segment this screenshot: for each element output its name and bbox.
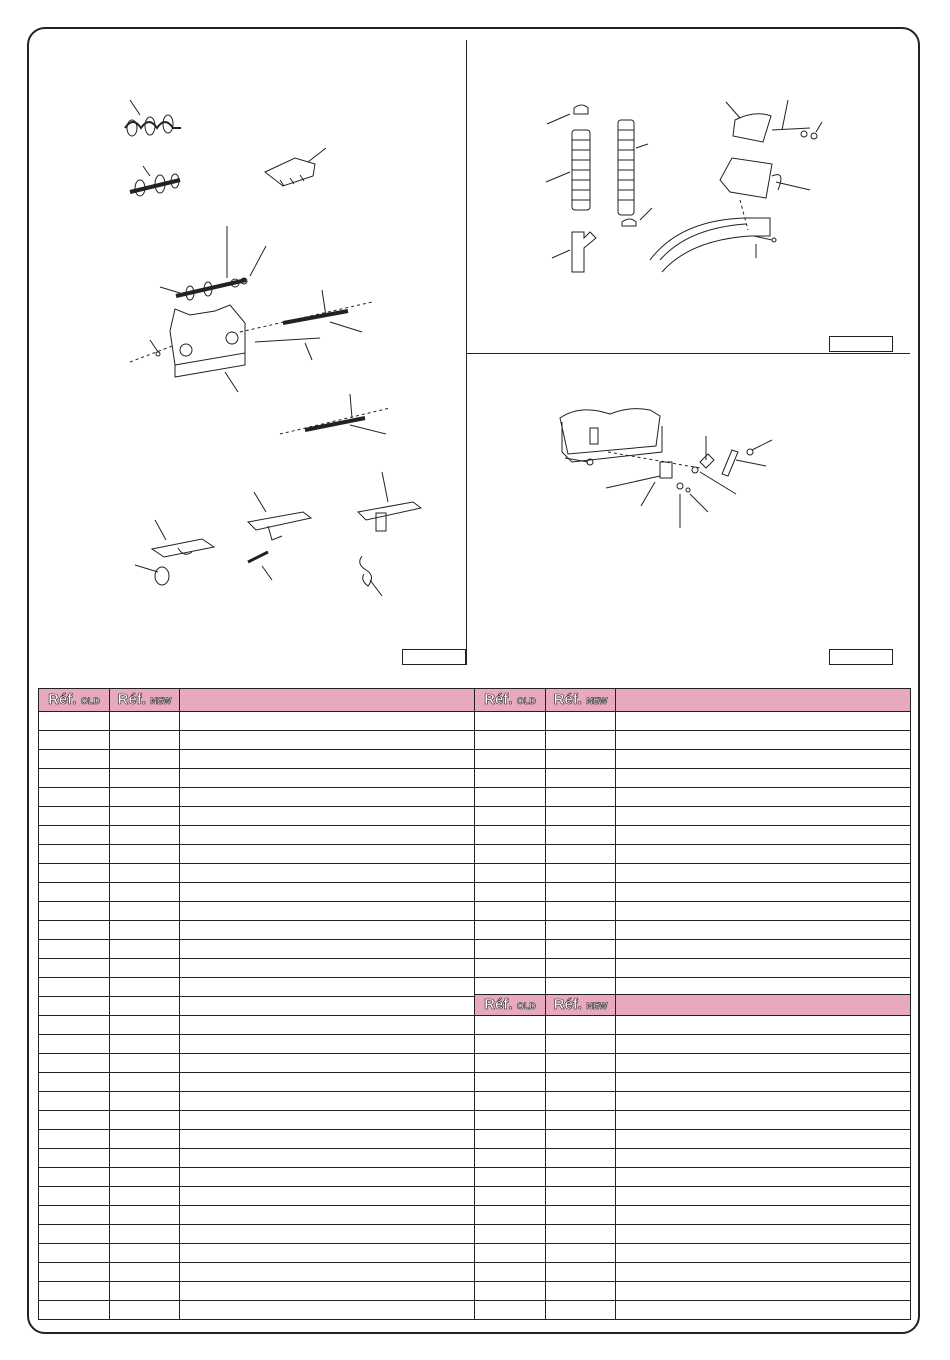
cell-description [180, 1130, 475, 1149]
cell-ref-old [475, 940, 546, 959]
cell-description [180, 1282, 475, 1301]
cell-ref-old [475, 1016, 546, 1035]
cell-ref-old [475, 1149, 546, 1168]
cell-description [180, 864, 475, 883]
cell-ref-old [39, 959, 110, 978]
table-row [39, 1168, 475, 1187]
cell-ref-old [475, 769, 546, 788]
table-row [39, 921, 475, 940]
cell-ref-new [110, 826, 180, 845]
cell-ref-new [110, 750, 180, 769]
cell-description [616, 1035, 911, 1054]
cell-ref-new [546, 902, 616, 921]
cell-ref-old [39, 1301, 110, 1320]
cell-ref-old [39, 845, 110, 864]
cell-description [180, 940, 475, 959]
cell-ref-new [110, 902, 180, 921]
header-ref-old: Réf. OLD [475, 995, 546, 1016]
chute-assembly [720, 100, 822, 230]
lever-mechanism [565, 436, 772, 528]
cell-description [180, 769, 475, 788]
table-row [475, 864, 911, 883]
table-row [475, 1187, 911, 1206]
cell-ref-new [110, 1282, 180, 1301]
shaft-assembly [160, 226, 266, 300]
table-row [475, 1054, 911, 1073]
cell-ref-new [110, 1187, 180, 1206]
cell-description [616, 1092, 911, 1111]
cell-description [180, 788, 475, 807]
cell-description [180, 1168, 475, 1187]
cell-ref-new [110, 1111, 180, 1130]
cell-ref-old [475, 731, 546, 750]
cell-description [616, 902, 911, 921]
cell-description [180, 712, 475, 731]
cell-ref-old [475, 959, 546, 978]
cell-description [180, 921, 475, 940]
table-row [39, 1187, 475, 1206]
cell-ref-old [475, 1111, 546, 1130]
cover-plate-part [265, 148, 326, 186]
table-row [39, 1149, 475, 1168]
cell-ref-new [110, 978, 180, 997]
parts-table-right-top [474, 688, 911, 997]
cell-ref-old [39, 750, 110, 769]
table-row [475, 1206, 911, 1225]
header-ref-old: Réf. OLD [39, 689, 110, 712]
cell-ref-new [546, 1130, 616, 1149]
cell-ref-new [110, 1263, 180, 1282]
y-connector [552, 232, 596, 272]
cell-description [180, 902, 475, 921]
header-ref-new: Réf. NEW [110, 689, 180, 712]
cell-ref-old [475, 1206, 546, 1225]
table-row [475, 1244, 911, 1263]
cell-description [180, 1301, 475, 1320]
cell-description [616, 750, 911, 769]
table-row [39, 997, 475, 1016]
cell-description [616, 883, 911, 902]
cell-description [180, 1092, 475, 1111]
cell-description [180, 1187, 475, 1206]
cell-ref-new [110, 712, 180, 731]
cell-ref-old [39, 1168, 110, 1187]
cell-description [616, 921, 911, 940]
header-ref-new: Réf. NEW [546, 689, 616, 712]
cell-ref-new [546, 1168, 616, 1187]
cell-description [180, 807, 475, 826]
cell-ref-old [39, 1263, 110, 1282]
cell-description [616, 1073, 911, 1092]
cell-ref-new [546, 788, 616, 807]
cell-description [180, 1149, 475, 1168]
table-row [39, 1282, 475, 1301]
cell-ref-old [475, 1282, 546, 1301]
cell-ref-new [546, 1092, 616, 1111]
cell-ref-new [110, 883, 180, 902]
cell-description [180, 845, 475, 864]
cell-description [616, 940, 911, 959]
cell-ref-old [39, 1073, 110, 1092]
cell-description [180, 959, 475, 978]
cell-ref-new [546, 750, 616, 769]
table-row [39, 940, 475, 959]
cell-ref-old [39, 788, 110, 807]
cell-ref-old [39, 902, 110, 921]
cell-ref-new [546, 1016, 616, 1035]
cell-ref-new [546, 1225, 616, 1244]
cell-ref-old [39, 921, 110, 940]
cell-ref-new [110, 1149, 180, 1168]
cell-ref-new [546, 1035, 616, 1054]
hose-part-left [546, 105, 590, 210]
table-row [39, 883, 475, 902]
cell-description [616, 712, 911, 731]
table-row [39, 788, 475, 807]
cell-ref-new [110, 1206, 180, 1225]
cell-ref-old [39, 769, 110, 788]
cell-ref-new [546, 769, 616, 788]
table-row [475, 750, 911, 769]
cell-ref-new [546, 1054, 616, 1073]
cell-description [616, 807, 911, 826]
header-ref-old: Réf. OLD [475, 689, 546, 712]
cell-description [180, 1035, 475, 1054]
table-row [475, 902, 911, 921]
table-row [475, 1016, 911, 1035]
cell-ref-new [110, 921, 180, 940]
table-row [39, 731, 475, 750]
table-row [475, 807, 911, 826]
hose-part-right [618, 120, 652, 226]
header-description [616, 995, 911, 1016]
table-row [39, 1225, 475, 1244]
table-row [475, 1073, 911, 1092]
table-row [475, 1111, 911, 1130]
cell-ref-old [475, 807, 546, 826]
cell-ref-new [546, 1244, 616, 1263]
cell-description [616, 826, 911, 845]
cell-ref-old [475, 1187, 546, 1206]
cell-ref-new [546, 1111, 616, 1130]
cell-description [616, 1263, 911, 1282]
cell-description [180, 731, 475, 750]
cell-description [180, 1073, 475, 1092]
cell-ref-old [39, 1206, 110, 1225]
table-row [39, 1073, 475, 1092]
cell-ref-old [39, 1016, 110, 1035]
table-row [39, 1244, 475, 1263]
cell-ref-old [39, 864, 110, 883]
table-row [39, 712, 475, 731]
cell-ref-new [110, 769, 180, 788]
cell-description [616, 845, 911, 864]
cell-ref-new [546, 1301, 616, 1320]
cell-ref-old [39, 940, 110, 959]
cell-ref-old [39, 1225, 110, 1244]
cell-description [180, 826, 475, 845]
table-row [475, 788, 911, 807]
cell-ref-new [110, 997, 180, 1016]
table-row [39, 1111, 475, 1130]
table-row [475, 1035, 911, 1054]
cell-description [180, 1206, 475, 1225]
cell-ref-new [546, 826, 616, 845]
cell-ref-new [110, 1035, 180, 1054]
cell-description [180, 978, 475, 997]
table-row [475, 769, 911, 788]
cell-ref-new [546, 921, 616, 940]
table-row [39, 1301, 475, 1320]
cell-description [616, 1282, 911, 1301]
table-row [39, 769, 475, 788]
cell-description [616, 1130, 911, 1149]
cell-ref-old [39, 1282, 110, 1301]
cell-ref-old [39, 1111, 110, 1130]
cell-description [616, 731, 911, 750]
table-row [39, 959, 475, 978]
cell-description [180, 750, 475, 769]
cell-description [616, 769, 911, 788]
cell-ref-new [110, 1016, 180, 1035]
auger-part-2 [130, 166, 180, 196]
table-row [475, 1130, 911, 1149]
table-row [39, 750, 475, 769]
cell-ref-new [110, 940, 180, 959]
cell-ref-new [110, 1092, 180, 1111]
cell-description [180, 1111, 475, 1130]
cell-ref-old [475, 788, 546, 807]
cell-ref-old [39, 731, 110, 750]
table-row [475, 921, 911, 940]
cell-ref-old [475, 864, 546, 883]
cell-description [180, 883, 475, 902]
cell-ref-old [39, 1035, 110, 1054]
cell-description [180, 1054, 475, 1073]
cell-ref-old [39, 1244, 110, 1263]
parts-table-right-bottom [474, 994, 911, 1320]
cell-ref-new [546, 1282, 616, 1301]
cell-description [616, 1149, 911, 1168]
cell-ref-old [39, 1149, 110, 1168]
cell-ref-new [110, 1054, 180, 1073]
table-row [475, 1168, 911, 1187]
table-row [475, 1282, 911, 1301]
cell-ref-old [475, 1073, 546, 1092]
drive-shaft-upper [240, 290, 372, 360]
cell-description [616, 1225, 911, 1244]
cell-ref-new [546, 1206, 616, 1225]
header-ref-new: Réf. NEW [546, 995, 616, 1016]
cell-ref-new [546, 864, 616, 883]
cell-ref-old [475, 883, 546, 902]
table-row [475, 731, 911, 750]
cell-description [616, 1016, 911, 1035]
table-row [475, 1301, 911, 1320]
cell-ref-old [39, 997, 110, 1016]
cell-description [616, 1187, 911, 1206]
cell-ref-old [475, 1130, 546, 1149]
cell-ref-new [110, 788, 180, 807]
cell-ref-new [546, 845, 616, 864]
table-row [39, 1130, 475, 1149]
cell-ref-new [546, 712, 616, 731]
cell-ref-old [475, 1168, 546, 1187]
table-row [39, 807, 475, 826]
cell-ref-new [546, 731, 616, 750]
table-row [475, 1263, 911, 1282]
cell-ref-new [546, 1149, 616, 1168]
cell-ref-new [110, 1168, 180, 1187]
cell-ref-new [546, 1187, 616, 1206]
cell-ref-old [39, 807, 110, 826]
cell-ref-old [475, 1301, 546, 1320]
table-row [475, 940, 911, 959]
table-row [39, 902, 475, 921]
cell-ref-old [39, 978, 110, 997]
cell-ref-new [110, 1073, 180, 1092]
track-arc [650, 218, 776, 272]
header-description [180, 689, 475, 712]
cell-description [616, 959, 911, 978]
cell-ref-old [475, 712, 546, 731]
cell-ref-new [546, 959, 616, 978]
table-row [475, 845, 911, 864]
cell-description [616, 1301, 911, 1320]
table-row [39, 1206, 475, 1225]
cell-ref-new [110, 731, 180, 750]
cell-description [616, 1111, 911, 1130]
cell-description [616, 864, 911, 883]
cell-ref-old [39, 826, 110, 845]
cell-ref-new [110, 1130, 180, 1149]
cell-ref-new [110, 1301, 180, 1320]
cell-ref-new [110, 1244, 180, 1263]
cell-ref-old [39, 1130, 110, 1149]
cell-ref-new [546, 940, 616, 959]
cell-ref-old [475, 921, 546, 940]
cell-ref-new [546, 883, 616, 902]
cell-ref-old [39, 1054, 110, 1073]
table-row [39, 1054, 475, 1073]
cell-description [180, 1244, 475, 1263]
table-row [475, 1225, 911, 1244]
cell-ref-new [546, 1073, 616, 1092]
cell-description [616, 788, 911, 807]
cell-ref-old [475, 826, 546, 845]
cell-ref-old [39, 1187, 110, 1206]
auger-housing [130, 305, 245, 392]
cell-ref-old [475, 902, 546, 921]
parts-table-left [38, 688, 475, 1320]
cell-description [616, 1168, 911, 1187]
table-row [39, 1263, 475, 1282]
table-row [39, 1035, 475, 1054]
cell-ref-old [39, 712, 110, 731]
cell-description [180, 1263, 475, 1282]
gearbox-housing [560, 409, 662, 462]
cell-ref-old [475, 1263, 546, 1282]
table-row [39, 845, 475, 864]
cell-ref-old [39, 1092, 110, 1111]
cell-ref-old [475, 1035, 546, 1054]
cell-ref-new [110, 959, 180, 978]
table-row [39, 1016, 475, 1035]
cell-ref-new [110, 864, 180, 883]
table-row [39, 978, 475, 997]
cell-ref-old [475, 1225, 546, 1244]
cell-ref-new [110, 845, 180, 864]
table-row [475, 826, 911, 845]
cell-description [616, 1054, 911, 1073]
cell-description [616, 1244, 911, 1263]
drive-shaft-lower [280, 394, 390, 434]
header-description [616, 689, 911, 712]
cell-ref-new [546, 807, 616, 826]
table-row [39, 864, 475, 883]
cell-ref-old [475, 750, 546, 769]
bracket-plates [135, 472, 421, 596]
table-row [475, 883, 911, 902]
table-row [39, 1092, 475, 1111]
cell-ref-old [39, 883, 110, 902]
table-row [475, 1149, 911, 1168]
table-row [475, 959, 911, 978]
table-row [475, 712, 911, 731]
cell-ref-new [546, 1263, 616, 1282]
cell-description [180, 1016, 475, 1035]
table-row [475, 1092, 911, 1111]
table-row [39, 826, 475, 845]
cell-description [180, 1225, 475, 1244]
cell-description [180, 997, 475, 1016]
cell-ref-old [475, 1092, 546, 1111]
auger-part-1 [125, 100, 181, 136]
cell-description [616, 1206, 911, 1225]
cell-ref-old [475, 1054, 546, 1073]
cell-ref-new [110, 1225, 180, 1244]
cell-ref-new [110, 807, 180, 826]
cell-ref-old [475, 1244, 546, 1263]
cell-ref-old [475, 845, 546, 864]
